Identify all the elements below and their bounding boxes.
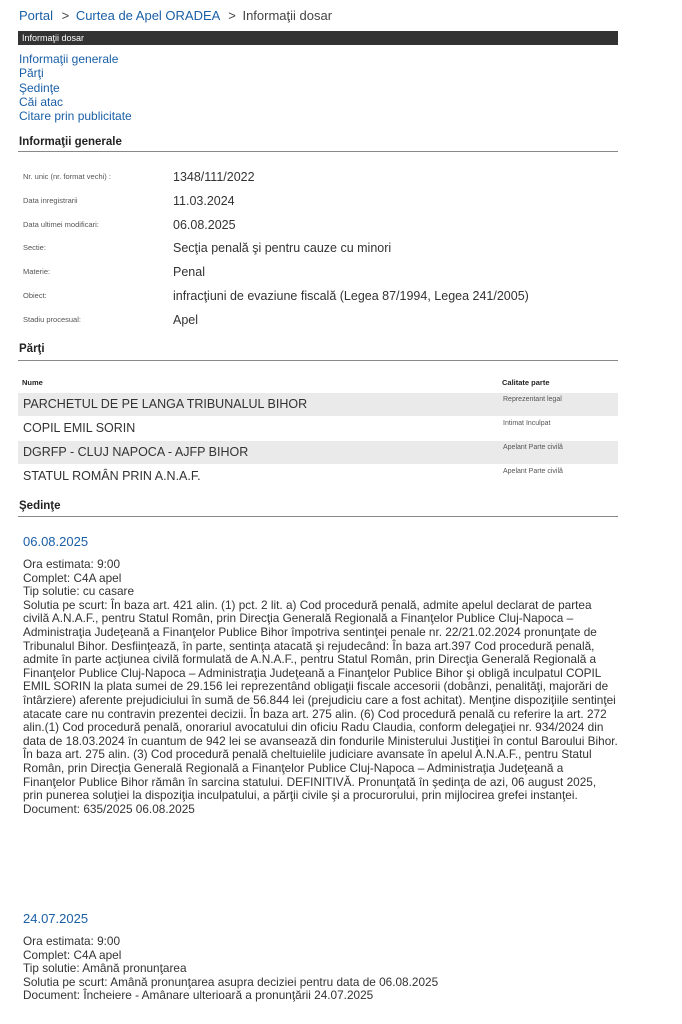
- breadcrumb-portal-link[interactable]: Portal: [19, 8, 53, 23]
- session-details: [23, 558, 619, 816]
- breadcrumb-separator: >: [228, 8, 236, 23]
- breadcrumb: [19, 8, 332, 23]
- nav-link-parti[interactable]: Părţi: [19, 66, 44, 81]
- divider: [18, 516, 618, 517]
- session-complet: Complet: C4A apel: [23, 570, 122, 585]
- breadcrumb-separator: >: [61, 8, 70, 23]
- session-date: 06.08.2025: [23, 534, 89, 549]
- nav-link-cai-atac[interactable]: Căi atac: [19, 94, 64, 109]
- party-row: [18, 393, 618, 416]
- info-label: Materie:: [23, 267, 51, 276]
- party-name: STATUL ROMÂN PRIN A.N.A.F.: [23, 469, 201, 483]
- info-value: Apel: [173, 313, 199, 327]
- parties-col-name: Nume: [22, 378, 43, 387]
- info-label: Stadiu procesual:: [23, 315, 81, 324]
- party-role: Apelant Parte civilă: [503, 444, 563, 451]
- divider: [18, 151, 618, 152]
- info-value: Secţia penală şi pentru cauze cu minori: [173, 241, 392, 255]
- info-label: Nr. unic (nr. format vechi) :: [23, 172, 111, 181]
- party-row: [18, 441, 618, 464]
- session-date: 24.07.2025: [23, 911, 89, 926]
- info-value: infracţiuni de evaziune fiscală (Legea 87/1994, Legea 241/2005): [173, 289, 529, 303]
- parties-col-role: Calitate parte: [502, 378, 550, 387]
- header-bar: Informaţii dosar: [18, 31, 618, 45]
- breadcrumb-court-link[interactable]: Curtea de Apel ORADEA: [75, 8, 220, 23]
- session-ora: Ora estimata: 9:00: [23, 934, 121, 948]
- party-row: [18, 465, 618, 488]
- session-ora: Ora estimata: 9:00: [23, 557, 121, 571]
- section-nav: [19, 52, 132, 123]
- session-complet: Complet: C4A apel: [23, 947, 122, 962]
- info-value: 11.03.2024: [173, 194, 235, 208]
- info-label: Obiect:: [23, 291, 47, 300]
- info-value: 1348/111/2022: [173, 170, 255, 184]
- party-role: Reprezentant legal: [503, 396, 562, 403]
- session-details: [23, 935, 619, 1003]
- party-name: COPIL EMIL SORIN: [23, 421, 136, 435]
- parties-title: Părţi: [19, 343, 45, 355]
- info-value: Penal: [173, 265, 205, 279]
- breadcrumb-current: Informaţii dosar: [242, 8, 333, 23]
- nav-link-citare-publicitate[interactable]: Citare prin publicitate: [19, 109, 132, 124]
- nav-link-sedinte[interactable]: Şedinţe: [19, 80, 60, 95]
- party-name: DGRFP - CLUJ NAPOCA - AJFP BIHOR: [23, 445, 249, 459]
- party-role: Intimat Inculpat: [503, 420, 551, 427]
- session-solutie: Solutia pe scurt: În baza art. 421 alin. (1) pct. 2 lit. a) Cod procedură penală, admite apelul declarat de partea civilă A.N.A.F., pentru Statul Român, prin Direcţia Generală Regională a Finanţelor Publice Cluj-Napoca – Administraţia Judeţeană a Finanţelor Publice Bihor împotriva sentinţei penale nr. 22/21.02.2024 pronunţate de Tribunalul Bihor. Desfiinţează, în parte, sentinţa atacată şi rejudecând: În baza art.397 Cod procedură penală, admite în parte acţiunea civilă formulată de A.N.A.F., pentru Statul Român, prin Direcţia Generală Regională a Finanţelor Publice Cluj-Napoca – Administraţia Judeţeană a Finanţelor Publice Bihor şi obligă inculpatul COPIL EMIL SORIN la plata sumei de 29.156 lei reprezentând obligaţii fiscale accesorii (dobânzi, penalităţi, majorări de întârziere) aferente prejudiciului în sumă de 56.844 lei (prejudiciu care a fost achitat). Menţine dispoziţiile sentinţei atacate care nu contravin prezentei decizii. În baza art. 275 alin. (6) Cod procedură penală cu referire la art. 272 alin.(1) Cod procedură penală, onorariul avocatului din oficiu Radu Claudia, conform delegaţiei nr. 934/2024 din data de 18.03.2024 în cuantum de 942 lei se avansează din fondurile Ministerului Justiţiei în contul Baroului Bihor. În baza art. 275 alin. (3) Cod procedură penală cheltuielile judiciare avansate în apelul A.N.A.F., pentru Statul Român, prin Direcţia Generală Regională a Finanţelor Publice Cluj-Napoca – Administraţia Judeţeană a Finanţelor Publice Bihor rămân în sarcina statului. DEFINITIVĂ. Pronunţată în şedinţa de azi, 06 august 2025, prin punerea soluţiei la dispoziţia inculpatului, a părţii civile şi a procurorului, prin mijlocirea grefei instanţei.: [23, 597, 618, 803]
- nav-link-informatii-generale[interactable]: Informaţii generale: [19, 52, 119, 66]
- party-name: PARCHETUL DE PE LANGA TRIBUNALUL BIHOR: [23, 397, 308, 411]
- info-value: 06.08.2025: [173, 218, 236, 232]
- session-document: Document: Încheiere - Amânare ulterioară a pronunţării 24.07.2025: [23, 988, 374, 1003]
- session-tip-solutie: Tip solutie: Amână pronunţarea: [23, 961, 187, 976]
- info-label: Sectie:: [23, 243, 46, 252]
- party-role: Apelant Parte civilă: [503, 468, 563, 475]
- info-label: Data ultimei modificari:: [23, 220, 99, 229]
- session-tip-solutie: Tip solutie: cu casare: [23, 584, 135, 599]
- session-document: Document: 635/2025 06.08.2025: [23, 801, 195, 816]
- general-info-title: Informaţii generale: [19, 136, 122, 148]
- info-label: Data inregistrarii: [23, 196, 78, 205]
- party-row: [18, 417, 618, 440]
- session-solutie: Solutia pe scurt: Amână pronunţarea asupra deciziei pentru data de 06.08.2025: [23, 974, 439, 989]
- sessions-title: Şedinţe: [19, 500, 61, 512]
- divider: [18, 360, 618, 361]
